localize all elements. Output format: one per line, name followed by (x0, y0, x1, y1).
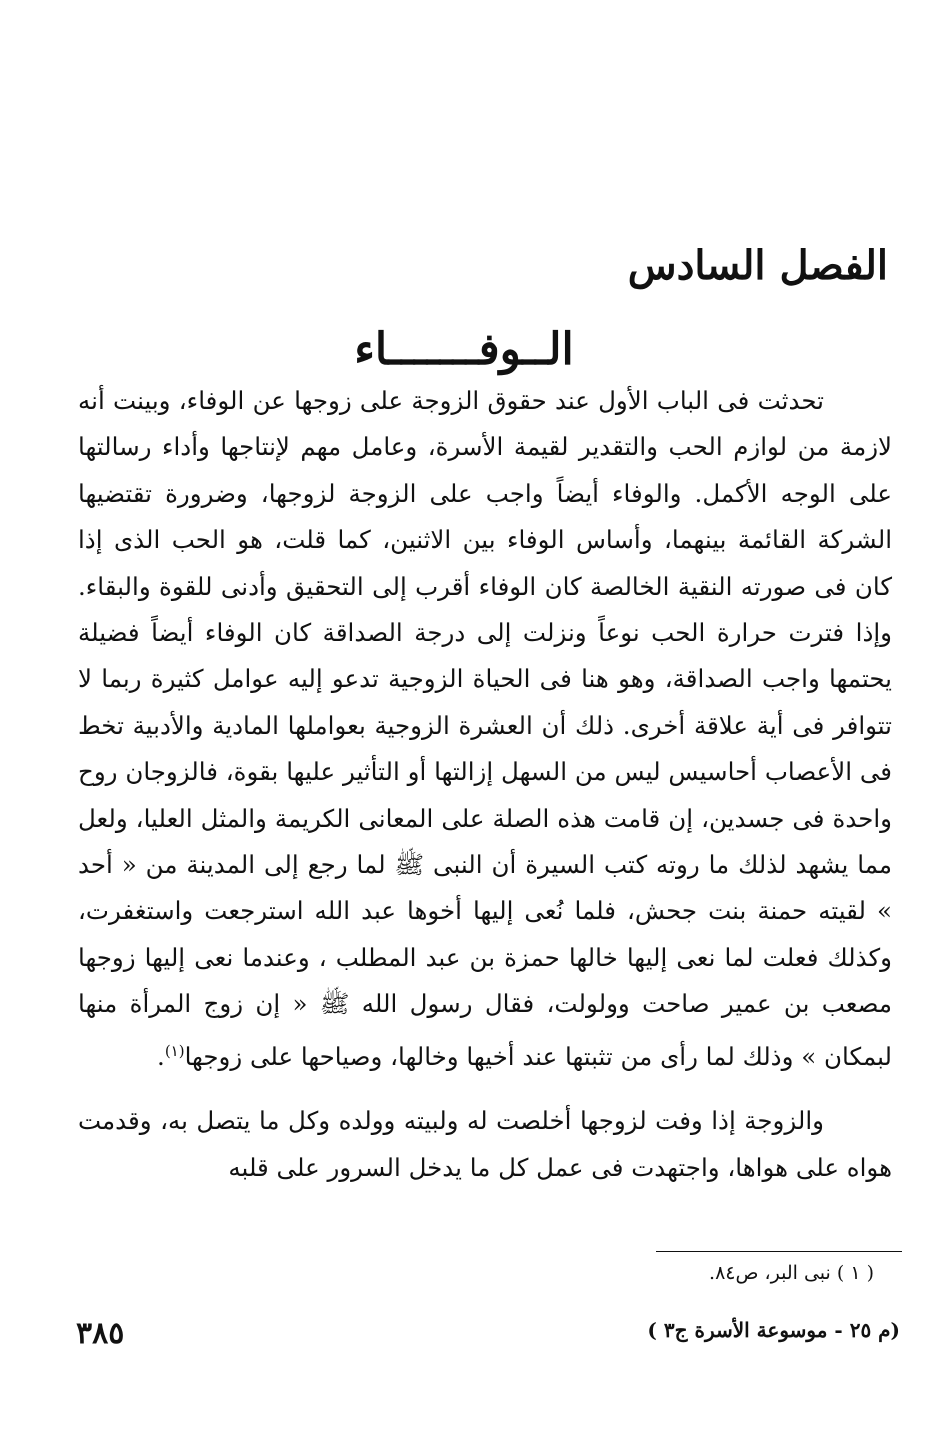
page-number: ٣٨٥ (76, 1316, 125, 1351)
running-footer: (م ٢٥ - موسوعة الأسرة ج٣ ) (647, 1318, 900, 1342)
chapter-heading: الفصل السادس (627, 242, 888, 289)
paragraph (78, 378, 892, 1080)
footnote: ( ١ ) نبى البر، ص٨٤. (709, 1262, 874, 1284)
section-title: الــوفـــــــاء (354, 324, 574, 375)
paragraph: والزوجة إذا وفت لزوجها أخلصت له ولبيته وولده وكل ما يتصل به، وقدمت هواه على هواها، واجتهدت فى عمل كل ما يدخل السرور على قلبه (78, 1106, 892, 1182)
paragraph-end: . (157, 1041, 165, 1071)
footnote-reference: (١) (164, 1041, 185, 1060)
footnote-divider (656, 1251, 902, 1252)
body-text (78, 378, 892, 1191)
paragraph-text: تحدثت فى الباب الأول عند حقوق الزوجة على زوجها عن الوفاء، وبينت أنه لازمة من لوازم الحب والتقدير لقيمة الأسرة، وعامل مهم لإنتاجها وأداء رسالتها على الوجه الأكمل. والوفاء أيضاً واجب على الزوجة لزوجها، وضرورة تقتضيها الشركة القائمة بينهما، وأساس الوفاء بين الاثنين، كما قلت، هو الحب الذى إذا كان فى صورته النقية الخالصة كان الوفاء أقرب إلى التحقيق وأدنى للقوة والبقاء. وإذا فترت حرارة الحب نوعاً ونزلت إلى درجة الصداقة كان الوفاء أيضاً فضيلة يحتمها واجب الصداقة، وهو هنا فى الحياة الزوجية تدعو إليه عوامل كثيرة ربما لا تتوافر فى أية علاقة أخرى. ذلك أن العشرة الزوجية بعواملها المادية والأدبية تخط فى الأعصاب أحاسيس ليس من السهل إزالتها أو التأثير عليها بقوة، فالزوجان روح واحدة فى جسدين، إن قامت هذه الصلة على المعانى الكريمة والمثل العليا، ولعل مما يشهد لذلك ما روته كتب السيرة أن النبى ﷺ لما رجع إلى المدينة من « أحد » لقيته حمنة بنت جحش، فلما نُعى إليها أخوها عبد الله استرجعت واستغفرت، وكذلك فعلت لما نعى إليها خالها حمزة بن عبد المطلب ، وعندما نعى إليها زوجها مصعب بن عمير صاحت وولولت، فقال رسول الله ﷺ « إن زوج المرأة منها لبمكان » وذلك لما رأى من تثبتها عند أخيها وخالها، وصياحها على زوجها (78, 386, 892, 1071)
